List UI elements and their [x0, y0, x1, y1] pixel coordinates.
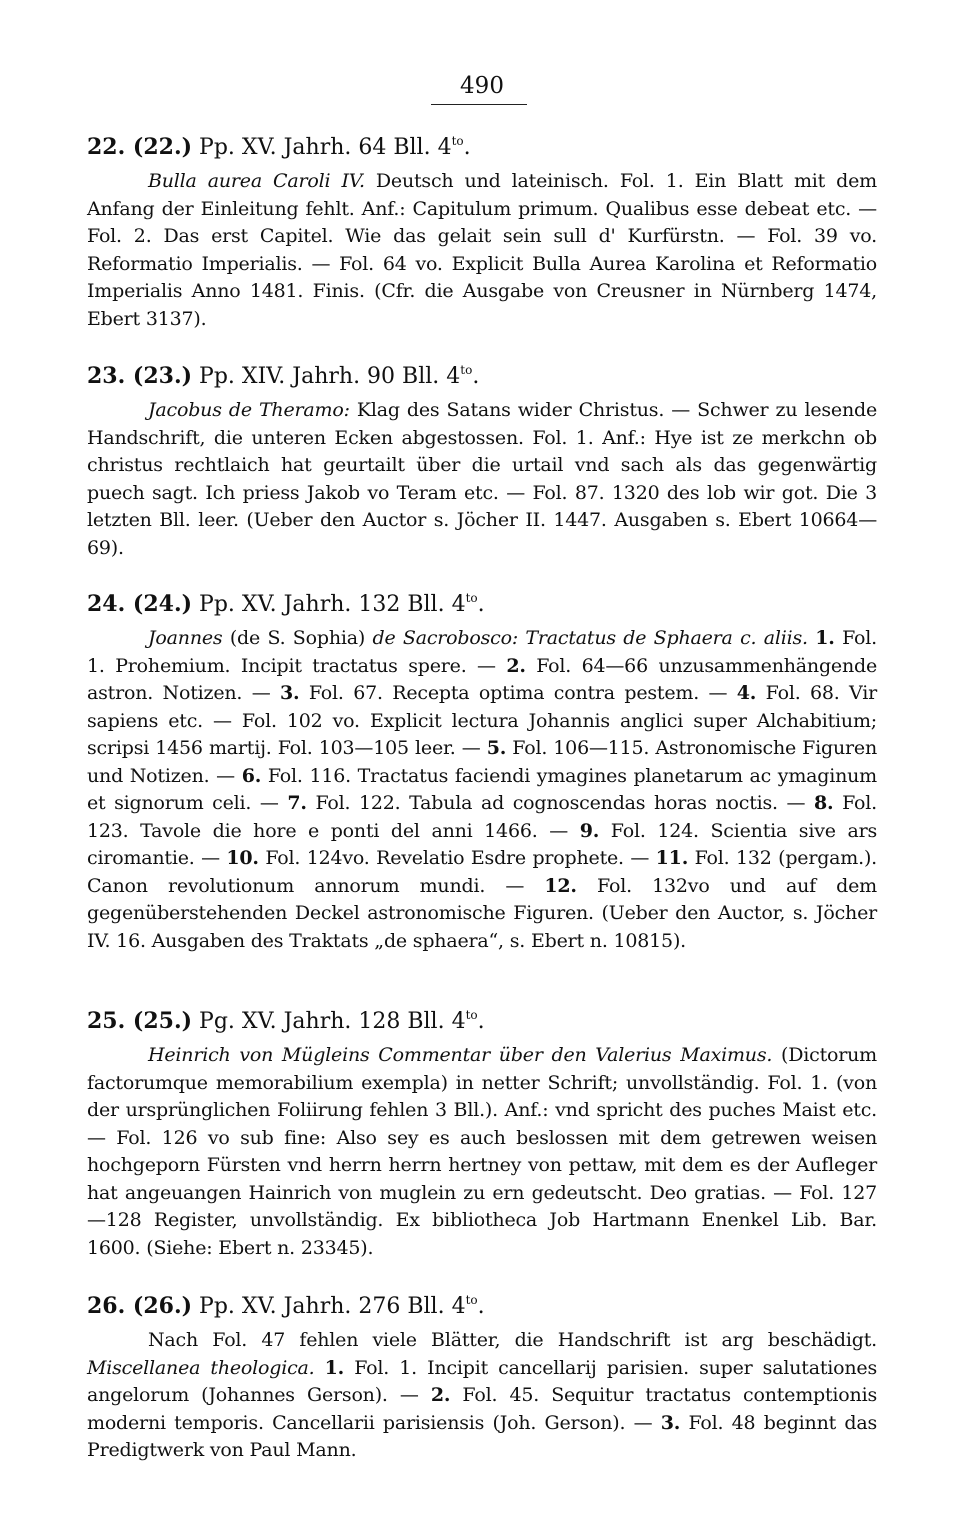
part-text: Fol. 45. Sequitur tractatus contemptionis moderni temporis. Cancellarii parisiensis (Joh. Gerson). — [87, 1384, 878, 1434]
entry-title: Heinrich von Mügleins Commentar über den Valerius Maximus. [148, 1044, 773, 1066]
entry-body [87, 1327, 877, 1465]
entry-heading-sup: to [465, 1008, 478, 1022]
entry-number: 24. (24.) [87, 591, 193, 617]
entry-text: Klag des Satans wider Christus. — Schwer zu lesende Handschrift, die unteren Ecken abgestossen. Fol. 1. Anf.: Hye ist ze merkchn ob christus rechtlaich hat geurtailt über die urtail vnd sach als das gegenwärtig puech sagt. Ich priess Jakob vo Teram etc. — Fol. 87. 1320 des lob wir got. Die 3 letzten Bll. leer. (Ueber den Auctor s. Jöcher II. 1447. Ausgaben s. Ebert 10664—69). [87, 399, 878, 559]
part-number: 3. [279, 682, 300, 704]
part-number: 12. [544, 874, 577, 897]
entry-text: Deutsch und lateinisch. Fol. 1. Ein Blatt mit dem Anfang der Einleitung fehlt. Anf.: Capitulum primum. Qualibus esse debeat etc. — Fol. 2. Das erst Capitel. Wie das gelait sein sull d' Kurfürstn. — Fol. 39 vo. Reformatio Imperialis. — Fol. 64 vo. Explicit Bulla Aurea Karolina et Reformatio Imperialis Anno 1481. Finis. (Cfr. die Ausgabe von Creusner in Nürnberg 1474, Ebert 3137). [87, 170, 877, 330]
entry-preamble: Nach Fol. 47 fehlen viele Blätter, die Handschrift ist arg beschädigt. [148, 1329, 877, 1351]
page-number-rule [431, 104, 527, 105]
entry-heading-text: Pg. XV. Jahrh. 128 Bll. 4 [199, 1009, 466, 1034]
entry-heading-sup: to [451, 134, 464, 148]
part-number: 2. [430, 1384, 451, 1406]
entry-heading-text: Pp. XIV. Jahrh. 90 Bll. 4 [199, 364, 461, 389]
part-text: Fol. 64—66 unzusammenhängende astron. Notizen. — [87, 654, 878, 704]
part-text: Fol. 68. Vir sapiens etc. — Fol. 102 vo. Explicit lectura Johannis anglici super Alchabitium; scripsi 1456 martij. Fol. 103—105 leer. — [87, 682, 878, 759]
entry-heading-text: Pp. XV. Jahrh. 276 Bll. 4 [199, 1294, 466, 1319]
entry-title: Miscellanea theologica. [87, 1356, 315, 1379]
part-text: Fol. 132vo und auf dem gegenüberstehenden Deckel astronomische Figuren. (Ueber den Auctor, s. Jöcher IV. 16. Ausgaben des Traktats „de sphaera“, s. Ebert n. 10815). [87, 874, 877, 952]
entry-title: Bulla aurea Caroli IV. [148, 170, 365, 192]
part-number: 10. [226, 847, 259, 869]
entry-body [87, 397, 877, 562]
part-number: 7. [287, 792, 307, 814]
part-text: Fol. 122. Tabula ad cognoscendas horas noctis. — [315, 792, 806, 814]
part-number: 11. [655, 847, 689, 869]
catalog-entry-24 [87, 583, 877, 955]
catalog-entry-26 [87, 1285, 877, 1465]
entry-heading [87, 1000, 877, 1037]
entry-heading-sup: to [465, 1293, 478, 1307]
part-number: 2. [506, 654, 526, 677]
catalog-entry-22 [87, 126, 877, 333]
page-number: 490 [460, 73, 504, 99]
entry-heading-end: . [472, 364, 480, 389]
entry-text: (Dictorum factorumque memorabilium exempla) in netter Schrift; unvollständig. Fol. 1. (von der ursprünglichen Foliirung fehlen 3 Bll.). Anf.: vnd spricht des puches Maist etc. — Fol. 126 vo sub fine: Also sey es auch beslossen mit dem getrewen weisen hochgeporn Fürsten vnd herrn herrn hertney von pettaw, mit dem es der Aufleger hat angeuangen Hainrich von muglein zu ern gedeutscht. Deo gratias. — Fol. 127—128 Register, unvollständig. Ex bibliotheca Job Hartmann Enenkel Lib. Bar. 1600. (Siehe: Ebert n. 23345). [87, 1044, 877, 1259]
part-number: 1. [324, 1356, 345, 1379]
part-text: Fol. 132 (pergam.). Canon revolutionum annorum mundi. — [87, 847, 878, 897]
part-text: Fol. 116. Tractatus faciendi ymagines planetarum ac ymaginum et signorum celi. — [87, 764, 877, 814]
part-text: Fol. 67. Recepta optima contra pestem. — [308, 682, 728, 704]
entry-number: 22. (22.) [87, 134, 193, 160]
entry-body [87, 168, 877, 333]
part-number: 1. [815, 627, 835, 649]
entry-heading-end: . [463, 135, 471, 160]
entry-number: 26. (26.) [87, 1293, 193, 1319]
entry-heading [87, 355, 877, 392]
part-text: Fol. 1. Prohemium. Incipit tractatus spere. — [87, 627, 878, 677]
entry-heading-end: . [477, 592, 485, 617]
entry-title-work: de Sacrobosco: Tractatus de Sphaera c. aliis. [372, 627, 808, 649]
entry-title-note: (de S. Sophia) [229, 627, 366, 649]
entry-title: Jacobus de Theramo: [148, 399, 350, 421]
entry-heading-text: Pp. XV. Jahrh. 64 Bll. 4 [199, 135, 452, 160]
entry-heading-sup: to [465, 591, 478, 605]
entry-heading-end: . [477, 1009, 485, 1034]
part-number: 4. [736, 682, 757, 704]
part-number: 3. [660, 1411, 681, 1434]
catalog-entry-25 [87, 1000, 877, 1262]
part-text: Fol. 1. Incipit cancellarij parisien. super salutationes angelorum (Johannes Gerson). — [87, 1356, 878, 1406]
part-text: Fol. 124. Scientia sive ars ciromantie. — [87, 819, 878, 869]
entry-body [87, 625, 877, 955]
entry-heading [87, 126, 877, 163]
part-number: 9. [579, 819, 600, 842]
entry-heading-sup: to [460, 363, 473, 377]
part-text: Fol. 124vo. Revelatio Esdre prophete. — [265, 847, 650, 869]
part-number: 8. [814, 792, 834, 814]
entry-heading-text: Pp. XV. Jahrh. 132 Bll. 4 [199, 592, 466, 617]
part-number: 5. [486, 737, 507, 759]
part-text: Fol. 123. Tavole die hore e ponti del anni 1466. — [87, 792, 877, 842]
entry-heading [87, 1285, 877, 1322]
entry-number: 25. (25.) [87, 1008, 193, 1034]
entry-number: 23. (23.) [87, 363, 193, 389]
entry-title-author: Joannes [148, 627, 223, 649]
part-text: Fol. 106—115. Astronomische Figuren und Notizen. — [87, 737, 878, 787]
entry-heading [87, 583, 877, 620]
part-text: Fol. 48 beginnt das Predigtwerk von Paul Mann. [87, 1411, 877, 1461]
catalog-entry-23 [87, 355, 877, 562]
part-number: 6. [241, 764, 262, 787]
entry-body [87, 1042, 877, 1262]
entry-heading-end: . [477, 1294, 485, 1319]
